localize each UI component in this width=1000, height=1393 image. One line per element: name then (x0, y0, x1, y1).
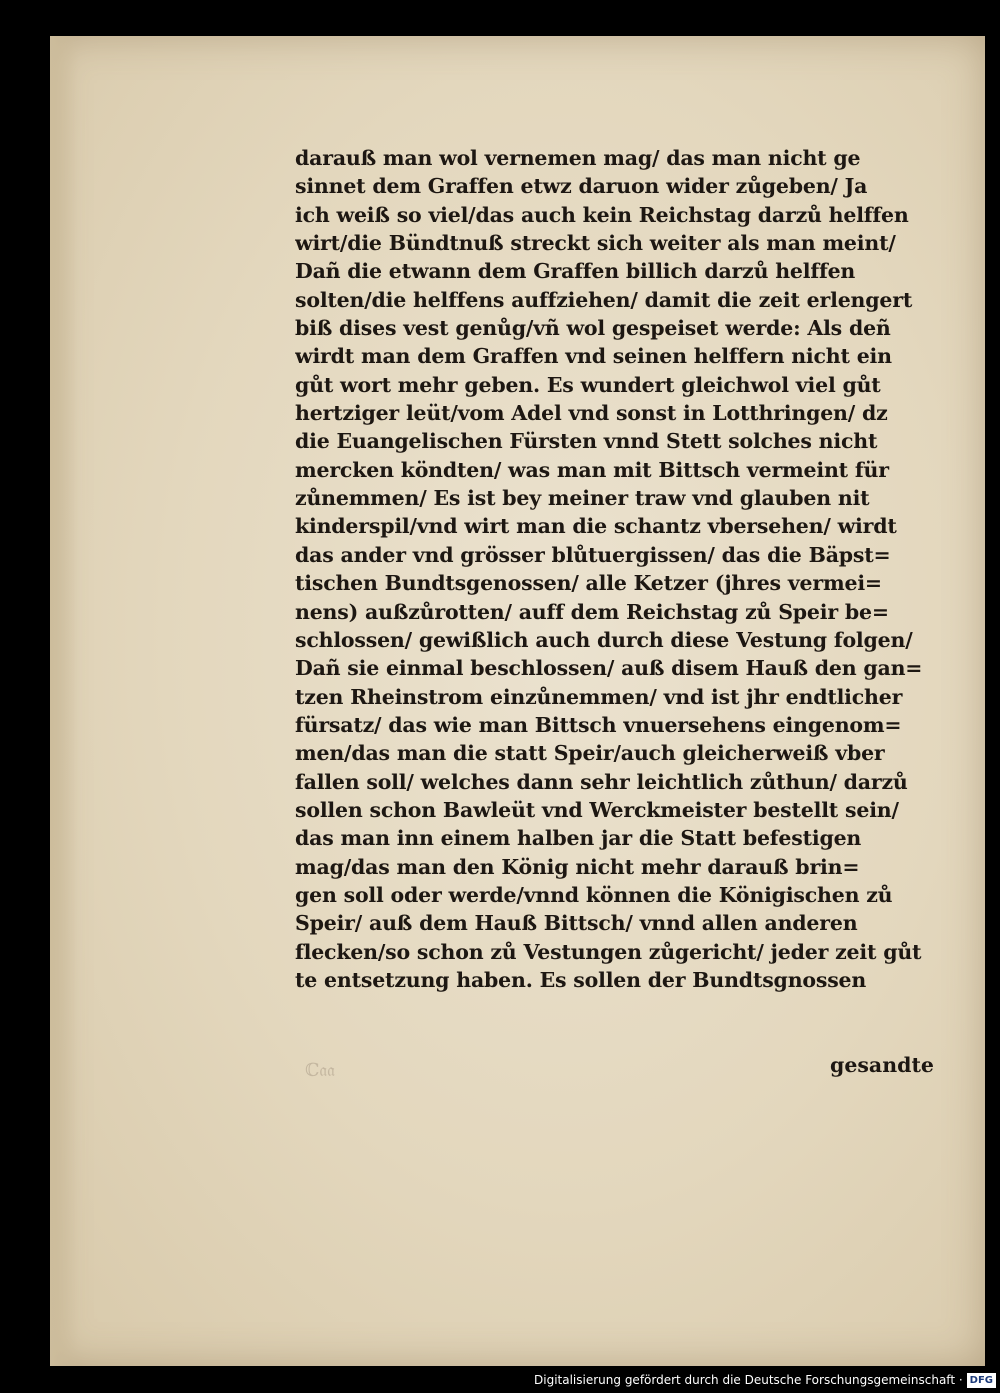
text-line: fürsatz/ das wie man Bittsch vnuersehens eingenom= (295, 712, 902, 737)
text-line: tzen Rheinstrom einzůnemmen/ vnd ist jhr endtlicher (295, 684, 903, 709)
text-line: biß dises vest genůg/vñ wol gespeiset werde: Als deñ (295, 316, 891, 341)
text-line: tischen Bundtsgenossen/ alle Ketzer (jhres vermei= (295, 571, 882, 596)
page-edge-shadow (50, 36, 78, 1366)
text-line: mag/das man den König nicht mehr darauß brin= (295, 854, 860, 879)
text-line: mercken köndten/ was man mit Bittsch vermeint für (295, 457, 889, 482)
text-line: flecken/so schon zů Vestungen zůgericht/ jeder zeit gůt (295, 939, 922, 964)
dfg-logo: DFG (967, 1373, 996, 1388)
text-line: das man inn einem halben jar die Statt befestigen (295, 826, 862, 851)
text-line: te entsetzung haben. Es sollen der Bundtsgnossen (295, 967, 867, 992)
text-line: das ander vnd grösser blůtuergissen/ das die Bäpst= (295, 542, 891, 567)
text-line: zůnemmen/ Es ist bey meiner traw vnd glauben nit (295, 486, 870, 511)
library-stamp: ℂ𝔞𝔞 (305, 1060, 335, 1081)
text-line: gůt wort mehr geben. Es wundert gleichwol viel gůt (295, 372, 881, 397)
text-line: Speir/ auß dem Hauß Bittsch/ vnnd allen anderen (295, 911, 858, 936)
text-line: Dañ die etwann dem Graffen billich darzů helffen (295, 259, 856, 284)
text-line: solten/die helffens auffziehen/ damit die zeit erlengert (295, 287, 913, 312)
text-line: hertziger leüt/vom Adel vnd sonst in Lotthringen/ dz (295, 401, 888, 426)
text-line: kinderspil/vnd wirt man die schantz vbersehen/ wirdt (295, 514, 897, 539)
text-line: men/das man die statt Speir/auch gleicherweiß vber (295, 741, 885, 766)
text-line: sinnet dem Graffen etwz daruon wider zůgeben/ Ja (295, 174, 868, 199)
text-line: nens) außzůrotten/ auff dem Reichstag zů Speir be= (295, 599, 889, 624)
page-text-block (295, 144, 935, 994)
text-line: ich weiß so viel/das auch kein Reichstag darzů helffen (295, 202, 909, 227)
text-line: die Euangelischen Fürsten vnnd Stett solches nicht (295, 429, 878, 454)
catchword: gesandte (830, 1053, 934, 1077)
text-line: gen soll oder werde/vnnd können die Königischen zů (295, 882, 893, 907)
text-line: wirdt man dem Graffen vnd seinen helffern nicht ein (295, 344, 892, 369)
footer-bar (534, 1369, 996, 1391)
text-line: fallen soll/ welches dann sehr leichtlich zůthun/ darzů (295, 769, 908, 794)
text-line: schlossen/ gewißlich auch durch diese Vestung folgen/ (295, 627, 913, 652)
text-line: Dañ sie einmal beschlossen/ auß disem Hauß den gan= (295, 656, 923, 681)
text-line: wirt/die Bündtnuß streckt sich weiter als man meint/ (295, 231, 896, 256)
scanned-page (50, 36, 985, 1366)
funding-credit: Digitalisierung gefördert durch die Deutsche Forschungsgemeinschaft · (534, 1373, 963, 1387)
text-line: sollen schon Bawleüt vnd Werckmeister bestellt sein/ (295, 797, 899, 822)
text-line: darauß man wol vernemen mag/ das man nicht ge (295, 146, 861, 170)
